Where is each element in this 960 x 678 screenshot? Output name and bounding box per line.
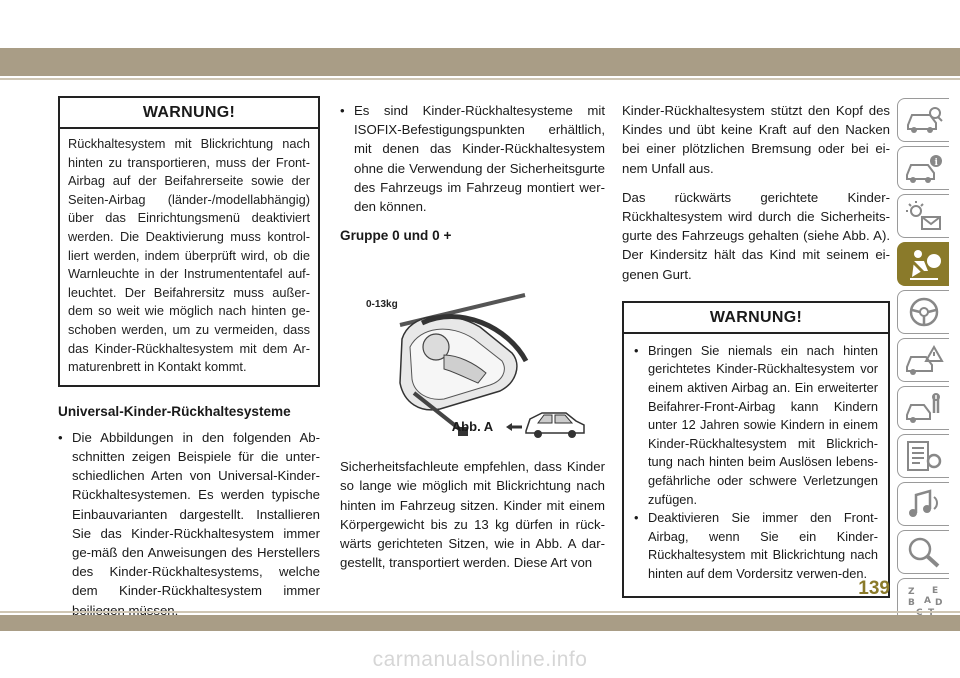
bullet-list bbox=[340, 101, 605, 216]
warning-title: WARNUNG! bbox=[624, 303, 888, 334]
svg-text:i: i bbox=[934, 158, 938, 168]
list-item: • Deaktivieren Sie immer den Front-Airbag, wenn Sie ein Kinder-Rückhaltesystem mit Blickrichtung nach hinten auf dem Vordersitz verwen-den. bbox=[634, 509, 878, 583]
body-paragraph: Sicherheitsfachleute empfehlen, dass Kinder so lange wie möglich mit Blickrichtung nach hinten im Fahrzeug sitzen. Kinder mit einem Körpergewicht bis zu 13 kg dürfen in rück-wärts gerichteten Sitzen, wie in Abb. A dar-gestellt, transportiert werden. Diese Art von bbox=[340, 459, 605, 571]
tab-maintenance[interactable] bbox=[897, 386, 949, 430]
warning-text: Rückhaltesystem mit Blickrichtung nach hinten zu transportieren, muss der Front-Airbag auf der Beifahrerseite sowie der Seiten-Airbag (länder-/modellabhängig) über das Einrichtungsmenü deaktiviert werden. Die Deaktivierung muss kontrol-liert werden, indem überprüft wird, ob die Warnleuchte in der Instrumententafel auf-leuchtet. Der Beifahrersitz muss außer-dem so weit wie möglich nach hinten ge-schoben werden, um zu vermeiden, dass das Kinder-Rückhaltesystem mit dem Ar-maturenbrett in Kontakt kommt. bbox=[68, 136, 310, 375]
steering-wheel-icon bbox=[904, 295, 944, 329]
magnifier-icon bbox=[904, 535, 944, 569]
warning-title: WARNUNG! bbox=[60, 98, 318, 129]
warning-bullet-list bbox=[624, 334, 888, 596]
car-info-icon bbox=[904, 151, 944, 185]
warning-light-mail-icon bbox=[904, 199, 944, 233]
tab-warning-lights[interactable] bbox=[897, 194, 949, 238]
car-search-icon bbox=[904, 103, 944, 137]
checklist-gear-icon bbox=[904, 439, 944, 473]
body-paragraph: Kinder-Rückhaltesystem stützt den Kopf des Kindes und übt keine Kraft auf den Nacken bei einer plötzlichen Bremsung oder bei ei-nem Unfall aus. bbox=[622, 103, 890, 176]
warning-box-right bbox=[622, 301, 890, 598]
middle-column bbox=[340, 101, 605, 572]
tab-technical-data[interactable] bbox=[897, 434, 949, 478]
bullet-list bbox=[58, 428, 320, 620]
index-letter: E bbox=[931, 586, 938, 596]
tab-car-info[interactable] bbox=[897, 146, 949, 190]
chapter-tabs bbox=[897, 98, 949, 626]
tab-multimedia[interactable] bbox=[897, 482, 949, 526]
footer-band bbox=[0, 615, 960, 631]
header-band bbox=[0, 48, 960, 76]
section-heading-group0: Gruppe 0 und 0 + bbox=[340, 228, 452, 244]
body-paragraph: Das rückwärts gerichtete Kinder-Rückhaltesystem wird durch die Sicherheits-gurte des Fahrzeugs gehalten (siehe Abb. A). Der Kindersitz hält das Kind mit seinem ei-genen Gurt. bbox=[622, 189, 890, 282]
figure-caption: Abb. A bbox=[451, 419, 494, 435]
right-column bbox=[622, 101, 890, 598]
index-letter: Z bbox=[907, 587, 915, 597]
car-tools-icon bbox=[904, 391, 944, 425]
seatbelt-airbag-icon bbox=[904, 247, 944, 281]
tab-search[interactable] bbox=[897, 530, 949, 574]
figure-child-seat bbox=[340, 243, 605, 453]
tab-car-overview[interactable] bbox=[897, 98, 949, 142]
header-rule bbox=[0, 78, 960, 80]
weight-label: 0-13kg bbox=[366, 299, 398, 311]
multimedia-icon bbox=[904, 487, 944, 521]
list-item: • Bringen Sie niemals ein nach hinten gerichtetes Kinder-Rückhaltesystem vor einem aktiven Airbag an. Ein erweiterter Beifahrer-Front-Airbag kann Kindern unter 12 Jahren sowie Kindern in einem Kinder-Rückhaltesystem mit Blickrich-tung nach hinten beim Auslösen lebens-gefährliche oder schwere Verletzungen zufügen. bbox=[634, 342, 878, 509]
car-warning-triangle-icon bbox=[904, 343, 944, 377]
list-item: • Es sind Kinder-Rückhaltesysteme mit ISOFIX-Befestigungspunkten erhältlich, mit denen das Kinder-Rückhaltesystem ohne die Verwendung der Sicherheitsgurte des Fahrzeugs im Fahrzeug montiert wer-den können. bbox=[340, 101, 605, 216]
tab-safety[interactable] bbox=[897, 242, 949, 286]
watermark: carmanualsonline.info bbox=[372, 648, 588, 671]
section-heading-universal: Universal-Kinder-Rückhaltesysteme bbox=[58, 403, 291, 419]
page-number: 139 bbox=[858, 578, 890, 599]
tab-emergency[interactable] bbox=[897, 338, 949, 382]
tab-driving[interactable] bbox=[897, 290, 949, 334]
index-letter: A bbox=[923, 596, 931, 606]
warning-box-left bbox=[58, 96, 320, 387]
index-letter: B bbox=[907, 598, 915, 608]
list-item: • Die Abbildungen in den folgenden Ab-schnitten zeigen Beispiele für die unter-schiedlichen Arten von Universal-Kinder-Rückhaltesystemen. Es werden typische Einbauvarianten dargestellt. Installieren Sie das Kinder-Rückhaltesystem immer ge-mäß den Anweisungen des Herstellers des Kinder-Rückhaltesystems, welche dem Kinder-Rückhaltesystem immer bbox=[58, 428, 320, 620]
left-column bbox=[58, 96, 320, 620]
index-letter: D bbox=[934, 598, 942, 608]
footer-rule bbox=[0, 611, 960, 613]
